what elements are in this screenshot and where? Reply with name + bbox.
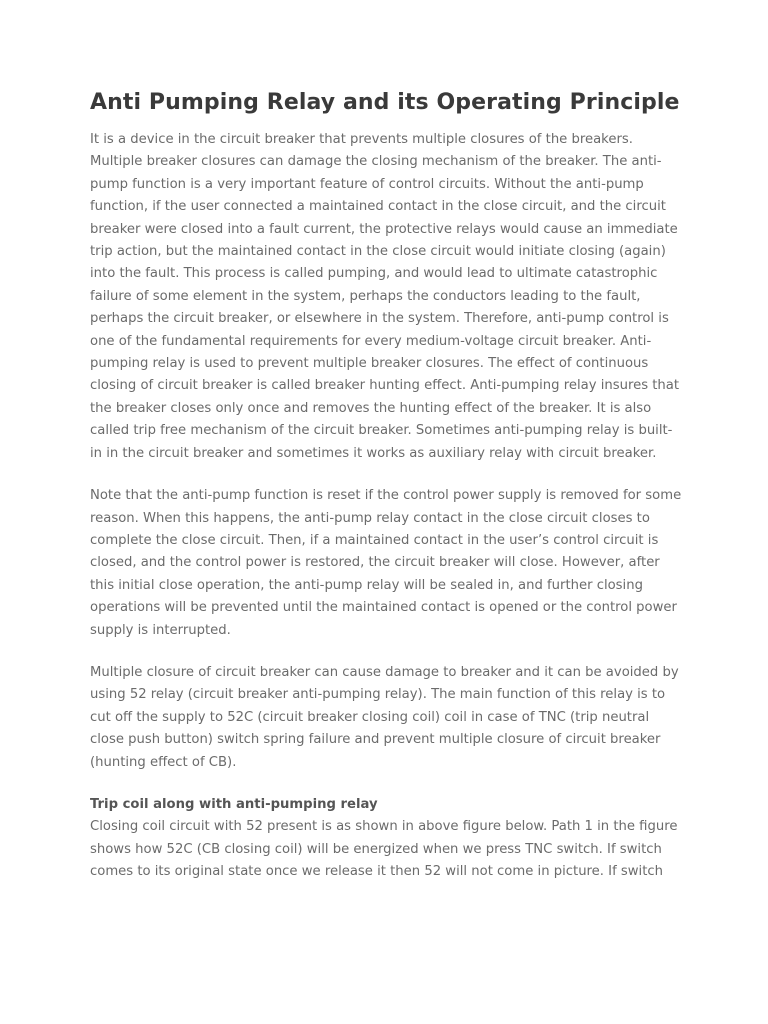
paragraph-intro: It is a device in the circuit breaker that prevents multiple closures of the breakers. Multiple breaker closures can damage the closing mechanism of the breaker. The anti-pump function is a very important feature of control circuits. Without the anti-pump function, if the user connected a maintained contact in the close circuit, and the circuit breaker were closed into a fault current, the protective relays would cause an immediate trip action, but the maintained contact in the close circuit would initiate closing (again) into the fault. This process is called pumping, and would lead to ultimate catastrophic failure of some element in the system, perhaps the conductors leading to the fault, perhaps the circuit breaker, or elsewhere in the system. Therefore, anti-pump control is one of the fundamental requirements for every medium-voltage circuit breaker. Anti-pumping relay is used to prevent multiple breaker closures. The effect of continuous closing of circuit breaker is called breaker hunting effect. Anti-pumping relay insures that the breaker closes only once and removes the hunting effect of the breaker. It is also called trip free mechanism of the circuit breaker. Sometimes anti-pumping relay is built-in in the circuit breaker and sometimes it works as auxiliary relay with circuit breaker.: [90, 132, 680, 461]
paragraph-reset-note: Note that the anti-pump function is reset if the control power supply is removed for some reason. When this happens, the anti-pump relay contact in the close circuit closes to complete the close circuit. Then, if a maintained contact in the user’s control circuit is closed, and the control power is restored, the circuit breaker will close. However, after this initial close operation, the anti-pump relay will be sealed in, and further closing operations will be prevented until the maintained contact is opened or the control power supply is interrupted.: [90, 488, 682, 638]
paragraph-closing-coil: Closing coil circuit with 52 present is as shown in above figure below. Path 1 in the figure shows how 52C (CB closing coil) will be energized when we press TNC switch. If switch comes to its original state once we release it then 52 will not come in picture. If switch: [90, 819, 678, 880]
page-title: Anti Pumping Relay and its Operating Principle: [90, 90, 680, 115]
document-page: [90, 88, 682, 884]
section-subheading: Trip coil along with anti-pumping relay: [90, 796, 378, 812]
paragraph-multiple-closure: Multiple closure of circuit breaker can cause damage to breaker and it can be avoided by using 52 relay (circuit breaker anti-pumping relay). The main function of this relay is to cut off the supply to 52C (circuit breaker closing coil) coil in case of TNC (trip neutral close push button) switch spring failure and prevent multiple closure of circuit breaker (hunting effect of CB).: [90, 664, 679, 770]
